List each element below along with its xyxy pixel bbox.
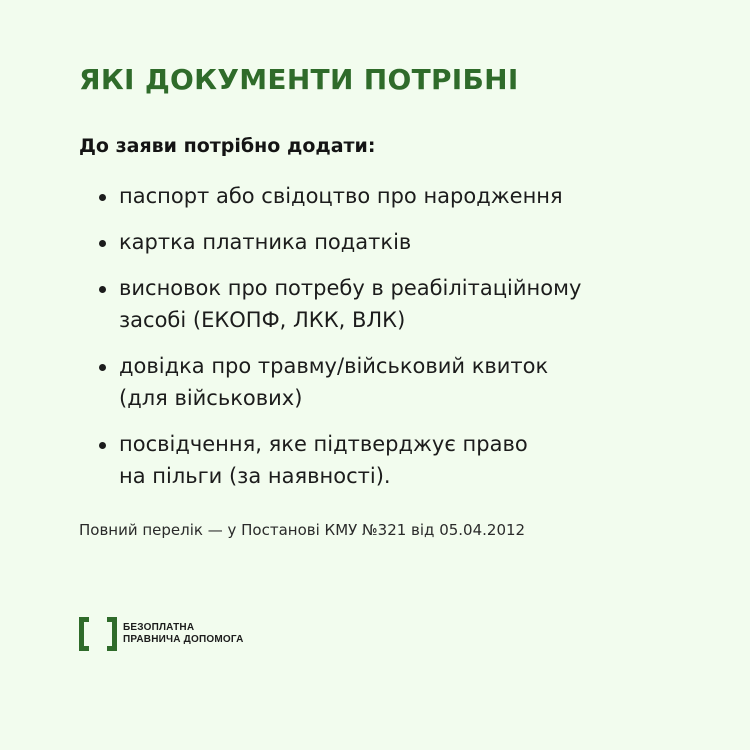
documents-list — [79, 180, 679, 506]
right-bracket-icon — [107, 617, 117, 651]
list-item — [79, 226, 679, 258]
list-item-text: довідка про травму/військовий квиток — [119, 354, 549, 378]
logo-line-2: ПРАВНИЧА ДОПОМОГА — [123, 634, 244, 645]
logo-text — [123, 622, 244, 646]
brand-logo — [79, 617, 244, 651]
bullet-icon — [99, 442, 106, 449]
list-item — [79, 272, 679, 336]
list-item-text: посвідчення, яке підтверджує право — [119, 432, 528, 456]
bullet-icon — [99, 194, 106, 201]
bracket-logo-icon — [79, 617, 117, 651]
list-item — [79, 180, 679, 212]
bullet-icon — [99, 364, 106, 371]
bullet-icon — [99, 240, 106, 247]
page-title: ЯКІ ДОКУМЕНТИ ПОТРІБНІ — [79, 63, 519, 96]
list-item-text: висновок про потребу в реабілітаційному — [119, 276, 582, 300]
footnote: Повний перелік — у Постанові КМУ №321 від 05.04.2012 — [79, 521, 526, 539]
list-item — [79, 428, 679, 492]
logo-line-1: БЕЗОПЛАТНА — [123, 622, 195, 633]
list-item-text: картка платника податків — [119, 230, 412, 254]
left-bracket-icon — [79, 617, 89, 651]
list-item-text: (для військових) — [119, 386, 303, 410]
intro-text: До заяви потрібно додати: — [79, 135, 376, 157]
list-item — [79, 350, 679, 414]
list-item-text: паспорт або свідоцтво про народження — [119, 184, 563, 208]
list-item-text: засобі (ЕКОПФ, ЛКК, ВЛК) — [119, 308, 406, 332]
list-item-text: на пільги (за наявності). — [119, 464, 391, 488]
bullet-icon — [99, 286, 106, 293]
